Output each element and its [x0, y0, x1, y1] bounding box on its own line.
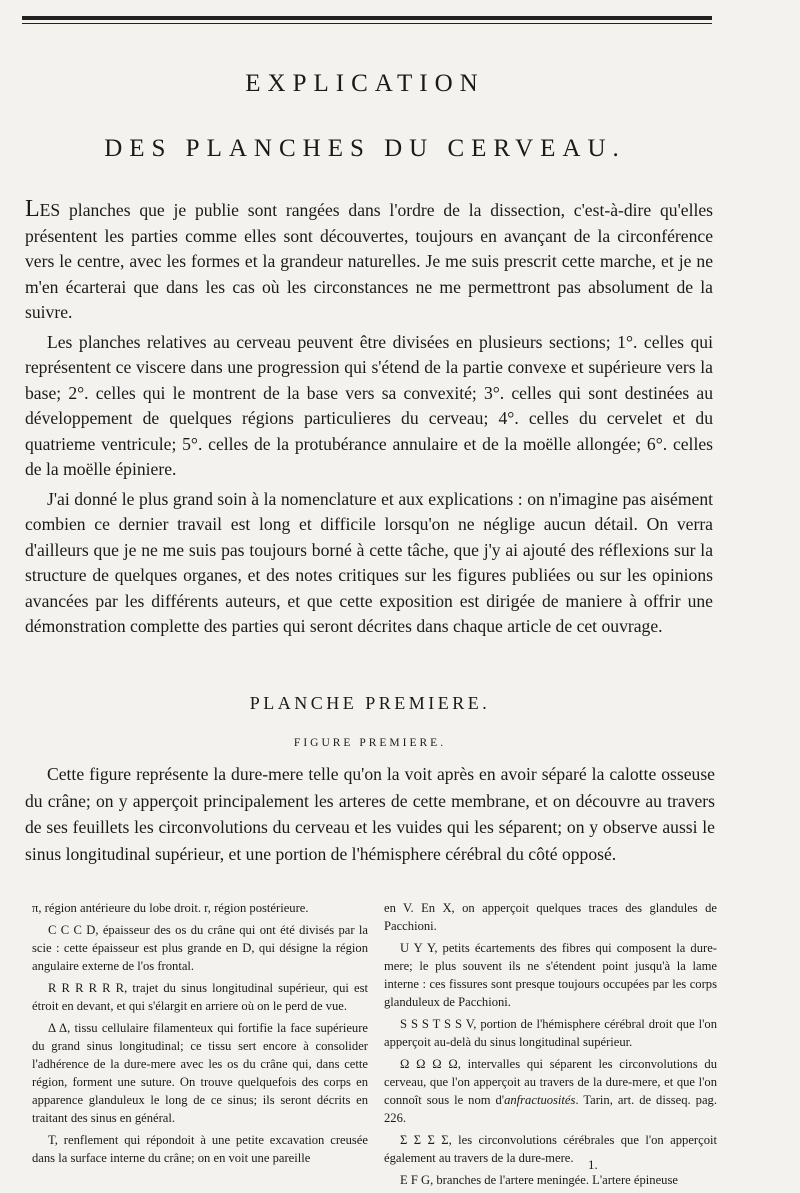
right-entry: U Y Y, petits écartements des fibres qui composent la dure-mere; le plus souvent ils ne s'étendent point jusqu'à la lame interne : ces fissures sont presque toujours occupées par les corps glanduleux de Pacchioni. [384, 941, 717, 1009]
left-entry: R R R R R R, trajet du sinus longitudinal supérieur, qui est étroit en devant, et qui s'élargit en arriere où on le perd de vue. [32, 981, 368, 1013]
figure-heading: FIGURE PREMIERE. [293, 737, 447, 749]
left-entry: C C C D, épaisseur des os du crâne qui ont été divisés par la scie : cette épaisseur est plus grande en D, qui désigne la région angulaire externe de l'os frontal. [32, 923, 368, 973]
figure-intro [25, 761, 715, 867]
right-entry-text: . Tarin, art. de disseq. pag. 226. [384, 1093, 717, 1125]
figure-intro-paragraph: Cette figure représente la dure-mere telle qu'on la voit après en avoir séparé la calotte osseuse du crâne; on y apperçoit principalement les arteres de cette membrane, et on découvre au travers de ses feuillets les circonvolutions du cerveau et les vuides qui les séparent; on y observe aussi le sinus longitudinal supérieur, et une portion de l'hémisphere cérébral du côté opposé. [25, 764, 715, 864]
left-entry: π, région antérieure du lobe droit. r, région postérieure. [32, 901, 309, 915]
drop-cap: L [25, 196, 40, 222]
left-column [32, 899, 368, 1171]
intro-paragraph-1-text: planches que je publie sont rangées dans l'ordre de la dissection, c'est-à-dire qu'elles présentent les parties comme elles sont découvertes, toujours en avançant de la circonférence vers le centre, avec les formes et la grandeur naturelles. Je me suis prescrit cette marche, et je ne m'en écarterai que dans les cas où les circonstances ne me permettront pas absolument de la suivre. [25, 200, 713, 322]
intro-paragraph-3: J'ai donné le plus grand soin à la nomenclature et aux explications : on n'imagine pas aisément combien ce dernier travail est long et difficile lorsqu'on ne néglige aucun détail. On verra d'ailleurs que je ne me suis pas toujours borné à cette tâche, que j'y ai ajouté des réflexions sur la structure de quelques organes, et des notes critiques sur les figures publiées ou sur les opinions avancées par les différents auteurs, et que cette exposition est dirigée de maniere à offrir une démonstration complette des parties qui seront décrites dans chaque article de cet ouvrage. [25, 488, 713, 636]
planche-heading: PLANCHE PREMIERE. [249, 693, 491, 713]
right-entry: en V. En X, on apperçoit quelques traces des glandules de Pacchioni. [384, 901, 717, 933]
intro-text [25, 197, 713, 644]
drop-cap-smallcaps: ES [39, 200, 61, 220]
right-entry [384, 1055, 717, 1127]
right-entry: S S S T S S V, portion de l'hémisphere cérébral droit que l'on apperçoit au-delà du sinus longitudinal supérieur. [384, 1017, 717, 1049]
page-subtitle: DES PLANCHES DU CERVEAU. [104, 135, 626, 162]
right-column [384, 899, 717, 1193]
right-entry-italic: anfractuosités [504, 1093, 576, 1107]
right-entry: Σ Σ Σ Σ, les circonvolutions cérébrales que l'on apperçoit également au travers de la dure-mere. [384, 1133, 717, 1165]
page-title: EXPLICATION [245, 70, 485, 97]
right-entry: E F G, branches de l'artere meningée. L'artere épineuse [400, 1173, 678, 1187]
intro-paragraph-2: Les planches relatives au cerveau peuvent être divisées en plusieurs sections; 1°. celles qui représentent ce viscere dans une progression qui s'étend de la partie convexe et supérieure vers la base; 2°. celles qui le montrent de la base vers sa convexité; 3°. celles qui sont destinées au développement de quelques régions particulieres du cerveau; 4°. celles du cervelet et du quatrieme ventricule; 5°. celles de la protubérance annulaire et de la moëlle allongée; 6°. celles de la moëlle épiniere. [25, 331, 713, 479]
header-rule-thick [22, 16, 712, 20]
intro-paragraph-1 [25, 197, 713, 326]
page-number: 1. [588, 1157, 598, 1172]
header-rule-thin [22, 23, 712, 24]
right-entry-text: Ω Ω Ω Ω, intervalles qui séparent les circonvolutions du cerveau, que l'on apperçoit au travers de la dure-mere, et que l'on connoît sous le nom d' [384, 1057, 717, 1107]
left-entry: T, renflement qui répondoit à une petite excavation creusée dans la surface interne du crâne; on en voit une pareille [32, 1133, 368, 1165]
left-entry: Δ Δ, tissu cellulaire filamenteux qui fortifie la face supérieure du grand sinus longitudinal; ce tissu sert encore à consolider l'adhérence de la dure-mere avec les os du crâne qui, dans cette région, forment une suture. On trouve quelquefois des corps en apparence glanduleux le long de ce sinus; ils seront décrits en traitant des sinus en général. [32, 1021, 368, 1125]
